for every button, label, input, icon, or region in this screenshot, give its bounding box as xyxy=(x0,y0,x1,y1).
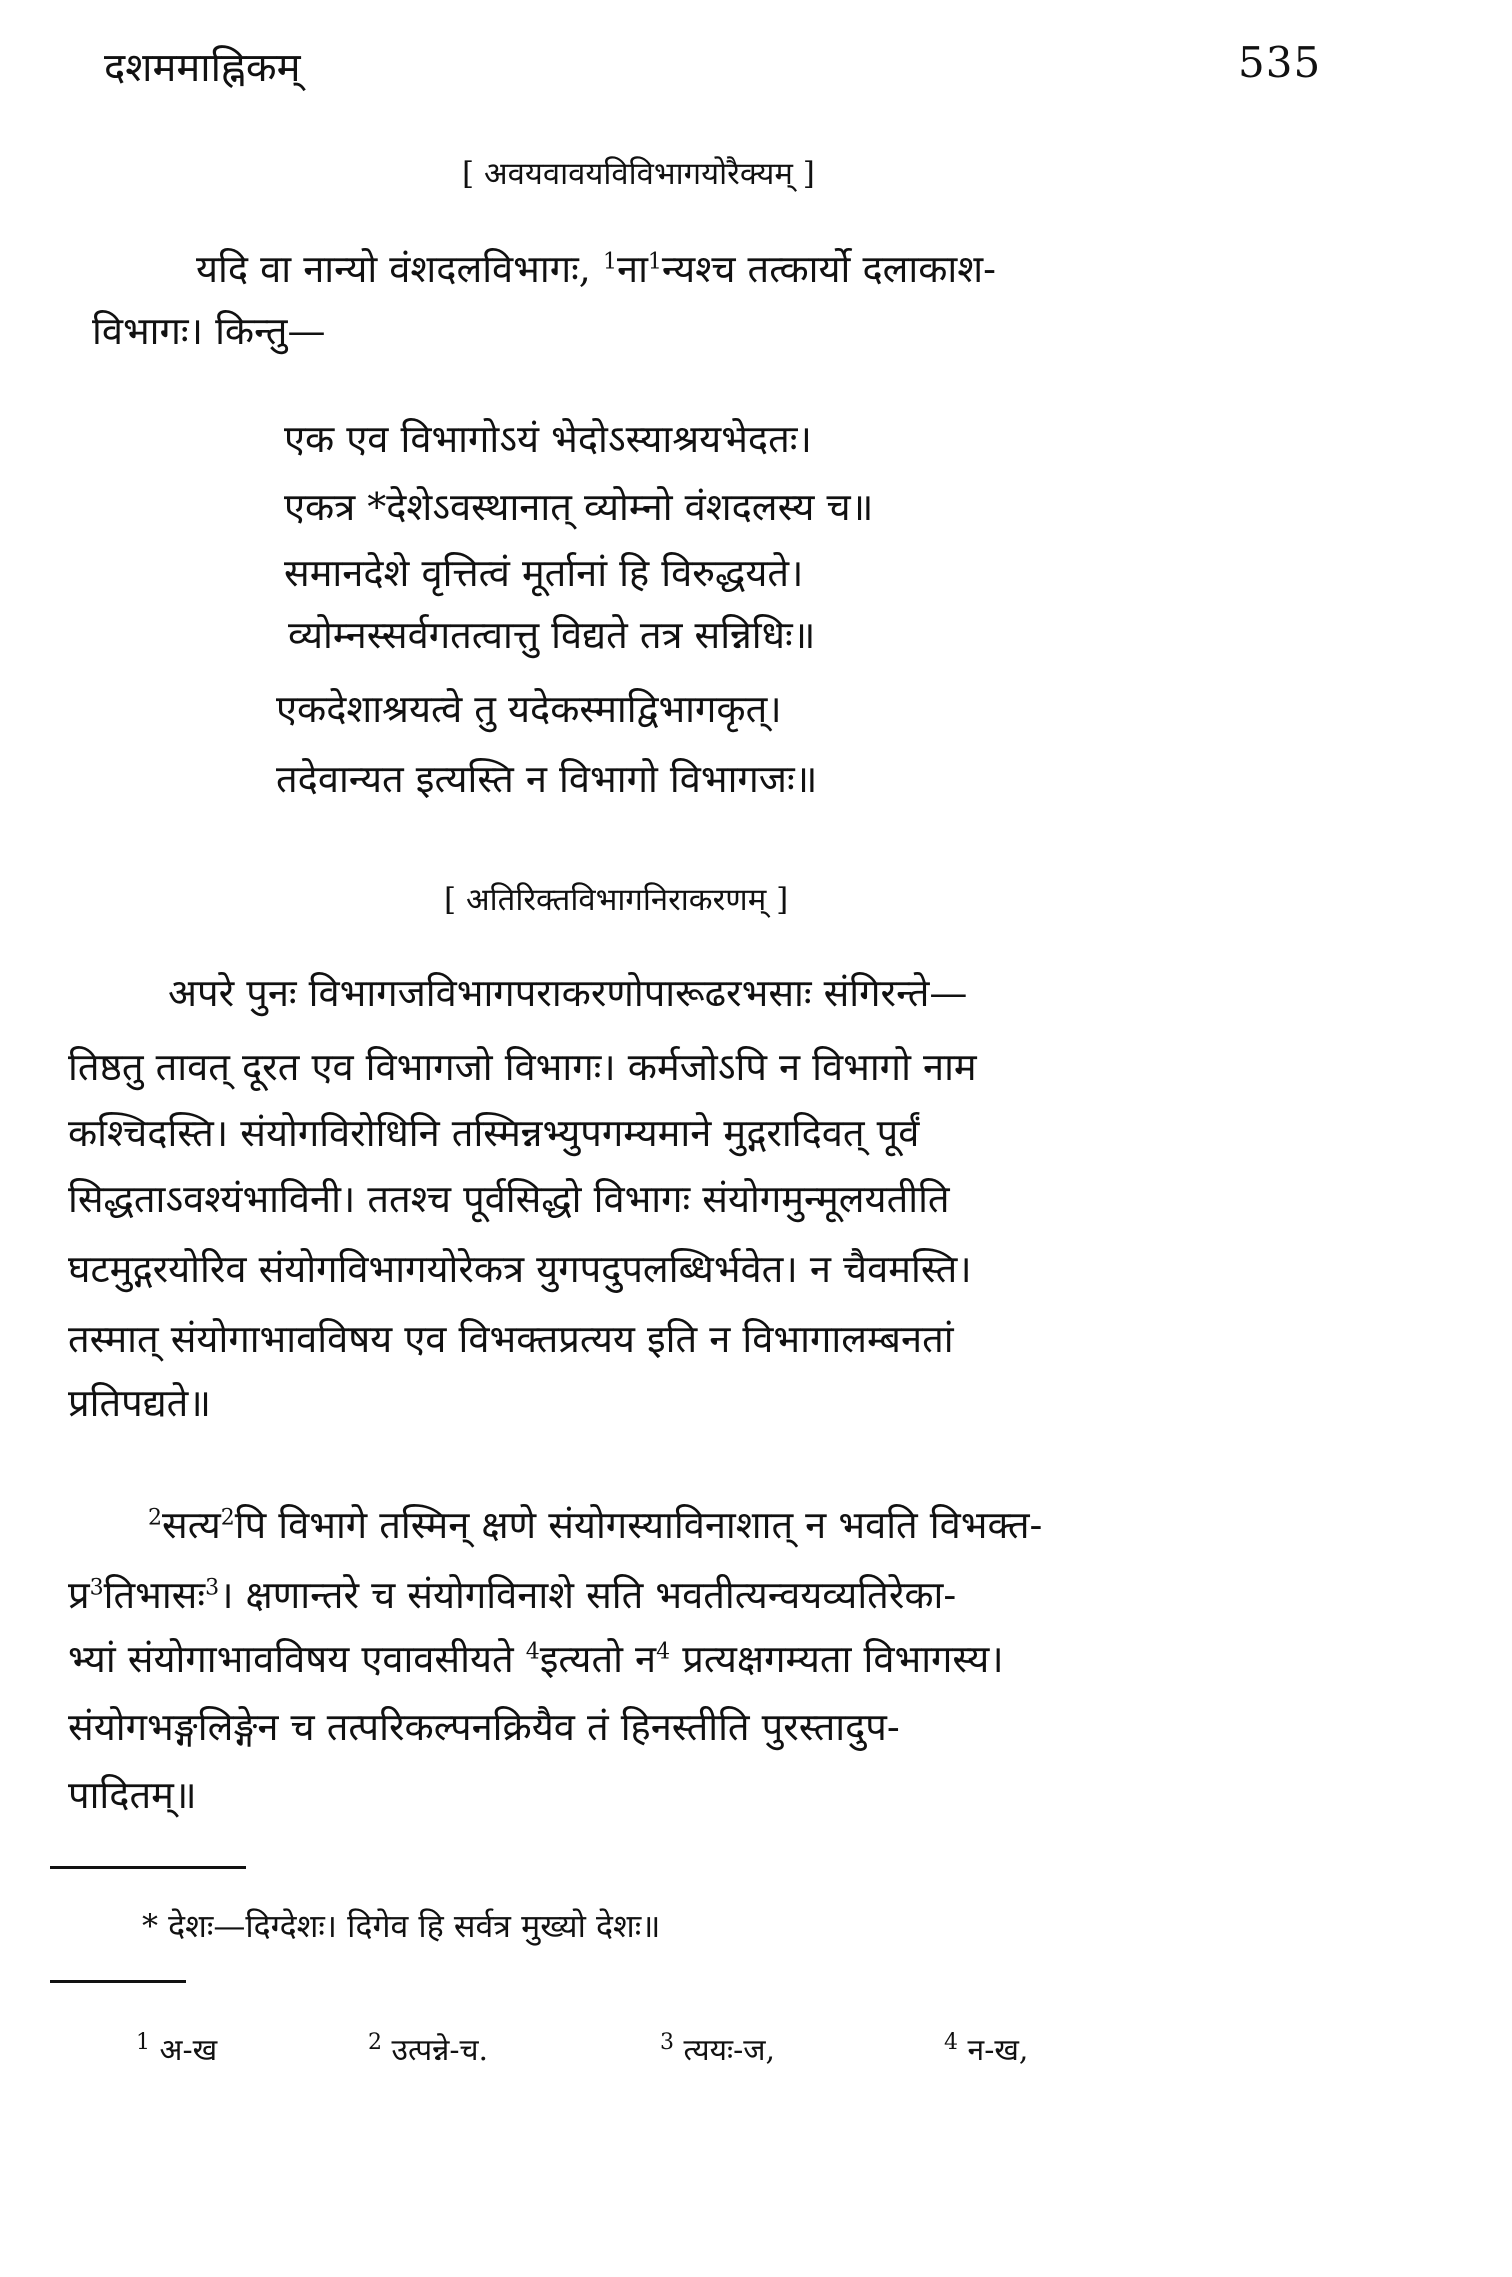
paragraph-line: पादितम्॥ xyxy=(68,1773,197,1817)
variant-marker: 1 xyxy=(602,249,617,275)
section-heading-1: [ अवयवावयविविभागयोरैक्यम् ] xyxy=(462,156,815,192)
verse-line: एक एव विभागोऽयं भेदोऽस्याश्रयभेदतः। xyxy=(284,417,812,461)
verse-line: एकत्र *देशेऽवस्थानात् व्योम्नो वंशदलस्य च॥ xyxy=(284,485,874,529)
paragraph-line xyxy=(68,1637,1004,1681)
variant-marker: 1 xyxy=(647,249,662,275)
paragraph-line: प्रतिपद्यते॥ xyxy=(68,1381,212,1425)
running-header: दशममाह्निकम् xyxy=(104,45,301,91)
text-run: सत्य xyxy=(162,1503,221,1547)
text-run: प्र xyxy=(68,1573,90,1617)
variant-reading xyxy=(660,2028,775,2069)
verse-line: तदेवान्यत इत्यस्ति न विभागो विभागजः॥ xyxy=(276,757,818,801)
variants-divider xyxy=(50,1980,186,1983)
text-run: इत्यतो न xyxy=(539,1637,657,1681)
text-run: भ्यां संयोगाभावविषय एवावसीयते xyxy=(68,1637,526,1681)
text-run: प्रत्यक्षगम्यता विभागस्य। xyxy=(670,1637,1004,1681)
variant-marker: 2 xyxy=(148,1505,162,1531)
paragraph-line: तिष्ठतु तावत् दूरत एव विभागजो विभागः। कर्मजोऽपि न विभागो नाम xyxy=(68,1045,977,1089)
variant-text: अ-ख xyxy=(159,2033,218,2068)
text-run: । क्षणान्तरे च संयोगविनाशे सति भवतीत्यन्वयव्यतिरेका- xyxy=(219,1573,957,1617)
paragraph-line xyxy=(196,247,996,291)
variant-reading xyxy=(368,2028,488,2069)
variant-reading xyxy=(136,2028,217,2069)
paragraph-line: संयोगभङ्गलिङ्गेन च तत्परिकल्पनक्रियैव तं हिनस्तीति पुरस्तादुप- xyxy=(68,1705,900,1749)
paragraph-line: तस्मात् संयोगाभावविषय एव विभक्तप्रत्यय इति न विभागालम्बनतां xyxy=(68,1317,954,1361)
paragraph-line: विभागः। किन्तु— xyxy=(92,309,326,353)
variant-number: 4 xyxy=(944,2030,958,2055)
verse-line: समानदेशे वृत्तित्वं मूर्तानां हि विरुद्धयते। xyxy=(284,551,804,595)
variant-text: न-ख, xyxy=(967,2033,1029,2068)
paragraph-line: कश्चिदस्ति। संयोगविरोधिनि तस्मिन्नभ्युपगम्यमाने मुद्गरादिवत् पूर्वं xyxy=(68,1111,920,1155)
text-run: तिभासः xyxy=(103,1573,206,1617)
variant-marker: 3 xyxy=(205,1575,220,1601)
variant-text: त्ययः-ज, xyxy=(683,2033,776,2068)
verse-line: एकदेशाश्रयत्वे तु यदेकस्माद्विभागकृत्। xyxy=(276,687,782,731)
text-run: न्यश्च तत्कार्यो दलाकाश- xyxy=(661,247,996,291)
paragraph-line: घटमुद्गरयोरिव संयोगविभागयोरेकत्र युगपदुपलब्धिर्भवेत। न चैवमस्ति। xyxy=(68,1247,972,1291)
variant-marker: 4 xyxy=(525,1639,540,1665)
paragraph-line xyxy=(68,1573,957,1617)
section-heading-2: [ अतिरिक्तविभागनिराकरणम् ] xyxy=(444,882,789,918)
variant-marker: 2 xyxy=(220,1505,235,1531)
variant-text: उत्पन्ने-च. xyxy=(391,2033,489,2068)
variant-marker: 3 xyxy=(89,1575,104,1601)
paragraph-line: अपरे पुनः विभागजविभागपराकरणोपारूढरभसाः संगिरन्ते— xyxy=(168,971,968,1015)
verse-line: व्योम्नस्सर्वगतत्वात्तु विद्यते तत्र सन्निधिः॥ xyxy=(288,613,816,657)
footnote: * देशः—दिग्देशः। दिगेव हि सर्वत्र मुख्यो देशः॥ xyxy=(142,1907,661,1945)
variant-number: 2 xyxy=(368,2030,382,2055)
text-run: पि विभागे तस्मिन् क्षणे संयोगस्याविनाशात् न भवति विभक्त- xyxy=(234,1503,1043,1547)
page-number: 535 xyxy=(1238,38,1322,87)
footnote-divider xyxy=(50,1866,246,1869)
variant-number: 3 xyxy=(660,2030,674,2055)
variant-marker: 4 xyxy=(656,1639,671,1665)
variant-number: 1 xyxy=(136,2030,150,2055)
paragraph-line xyxy=(148,1503,1043,1547)
text-run: ना xyxy=(616,247,648,291)
paragraph-line: सिद्धताऽवश्यंभाविनी। ततश्च पूर्वसिद्धो विभागः संयोगमुन्मूलयतीति xyxy=(68,1177,950,1221)
variant-reading xyxy=(944,2028,1028,2069)
text-run: यदि वा नान्यो वंशदलविभागः, xyxy=(196,247,591,291)
